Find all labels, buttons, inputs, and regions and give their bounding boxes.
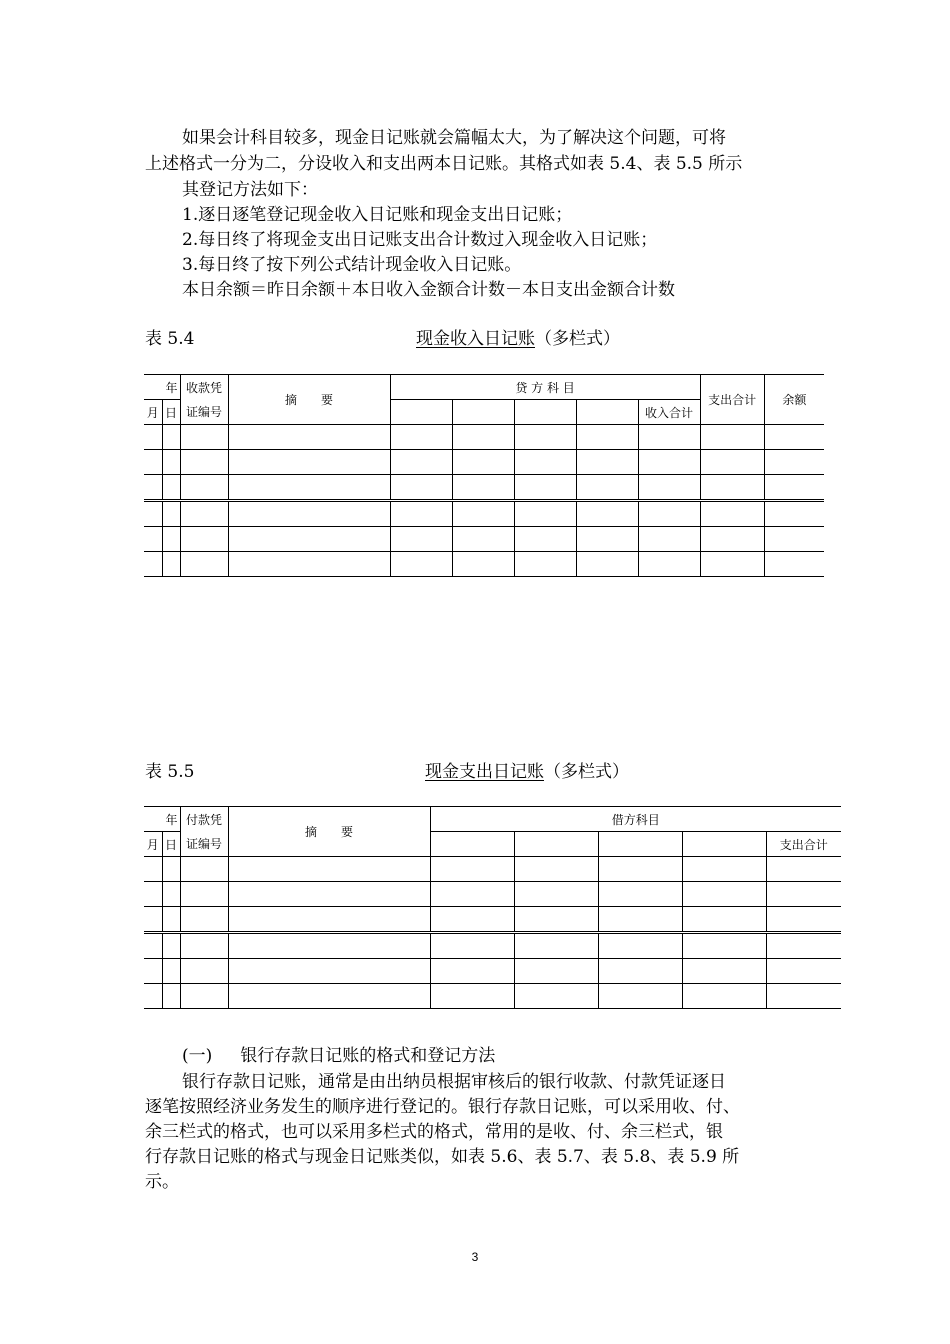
step-1: 1.逐日逐笔登记现金收入日记账和现金支出日记账； [182,205,573,225]
section-para-line-4: 行存款日记账的格式与现金日记账类似，如表 5.6、表 5.7、表 5.8、表 5.9 所 [145,1147,740,1167]
credit-col-1 [390,400,452,425]
table-5-4-label: 表 5.4 [145,329,195,349]
header-summary: 摘 要 [228,375,390,425]
section-para-line-1: 银行存款日记账，通常是由出纳员根据审核后的银行收款、付款凭证逐日 [182,1072,726,1092]
header-voucher-top: 收款凭 [180,375,228,400]
credit-col-2 [452,400,514,425]
header-voucher-bottom: 证编号 [180,832,228,857]
header-income-total: 收入合计 [638,400,700,425]
table-5-5-label: 表 5.5 [145,762,195,782]
table-row [144,552,824,577]
header-year: 年 [144,807,180,832]
section-heading-text: 银行存款日记账的格式和登记方法 [240,1046,496,1066]
section-para-line-2: 逐笔按照经济业务发生的顺序进行登记的。银行存款日记账，可以采用收、付、 [145,1097,740,1117]
section-para-line-3: 余三栏式的格式，也可以采用多栏式的格式，常用的是收、付、余三栏式，银 [145,1122,723,1142]
table-5-4-subtitle: （多栏式） [535,329,620,349]
debit-col-3 [598,832,682,857]
debit-col-2 [514,832,598,857]
intro-line-1: 如果会计科目较多，现金日记账就会篇幅太大，为了解决这个问题，可将 [182,128,726,148]
credit-col-4 [576,400,638,425]
table-row [144,501,824,527]
header-expense-total: 支出合计 [766,832,841,857]
table-5-4-title-text: 现金收入日记账 [416,329,535,349]
header-day: 日 [162,400,180,425]
table-5-5-title-text: 现金支出日记账 [425,762,544,782]
header-credit-subject: 贷 方 科 目 [390,375,700,400]
cash-payments-journal-table [144,806,841,1009]
header-debit-subject: 借方科目 [430,807,841,832]
table-5-4-title [416,328,620,350]
table-row [144,959,841,984]
step-3: 3.每日终了按下列公式结计现金收入日记账。 [182,255,522,275]
step-2: 2.每日终了将现金支出日记账支出合计数过入现金收入日记账； [182,230,658,250]
table-row [144,984,841,1009]
page-number: 3 [471,1250,479,1264]
table-row [144,425,824,450]
section-heading-number: (一) [182,1046,213,1066]
header-voucher-bottom: 证编号 [180,400,228,425]
table-row [144,857,841,882]
header-voucher-top: 付款凭 [180,807,228,832]
header-year: 年 [144,375,180,400]
header-balance: 余额 [764,375,824,425]
section-para-line-5: 示。 [145,1172,179,1192]
header-summary: 摘 要 [228,807,430,857]
section-heading [182,1045,495,1067]
header-month: 月 [144,400,162,425]
table-row [144,475,824,501]
header-day: 日 [162,832,180,857]
table-row [144,907,841,933]
intro-line-2: 上述格式一分为二，分设收入和支出两本日记账。其格式如表 5.4、表 5.5 所示 [145,154,743,174]
debit-col-4 [682,832,766,857]
table-5-5-title [425,761,629,783]
debit-col-1 [430,832,514,857]
intro-line-3: 其登记方法如下： [182,180,318,200]
header-month: 月 [144,832,162,857]
table-row [144,450,824,475]
formula: 本日余额＝昨日余额＋本日收入金额合计数－本日支出金额合计数 [182,280,675,300]
cash-receipts-journal-table [144,374,824,577]
credit-col-3 [514,400,576,425]
table-row [144,527,824,552]
table-row [144,882,841,907]
table-5-5-subtitle: （多栏式） [544,762,629,782]
table-row [144,933,841,959]
header-expense-total: 支出合计 [700,375,764,425]
